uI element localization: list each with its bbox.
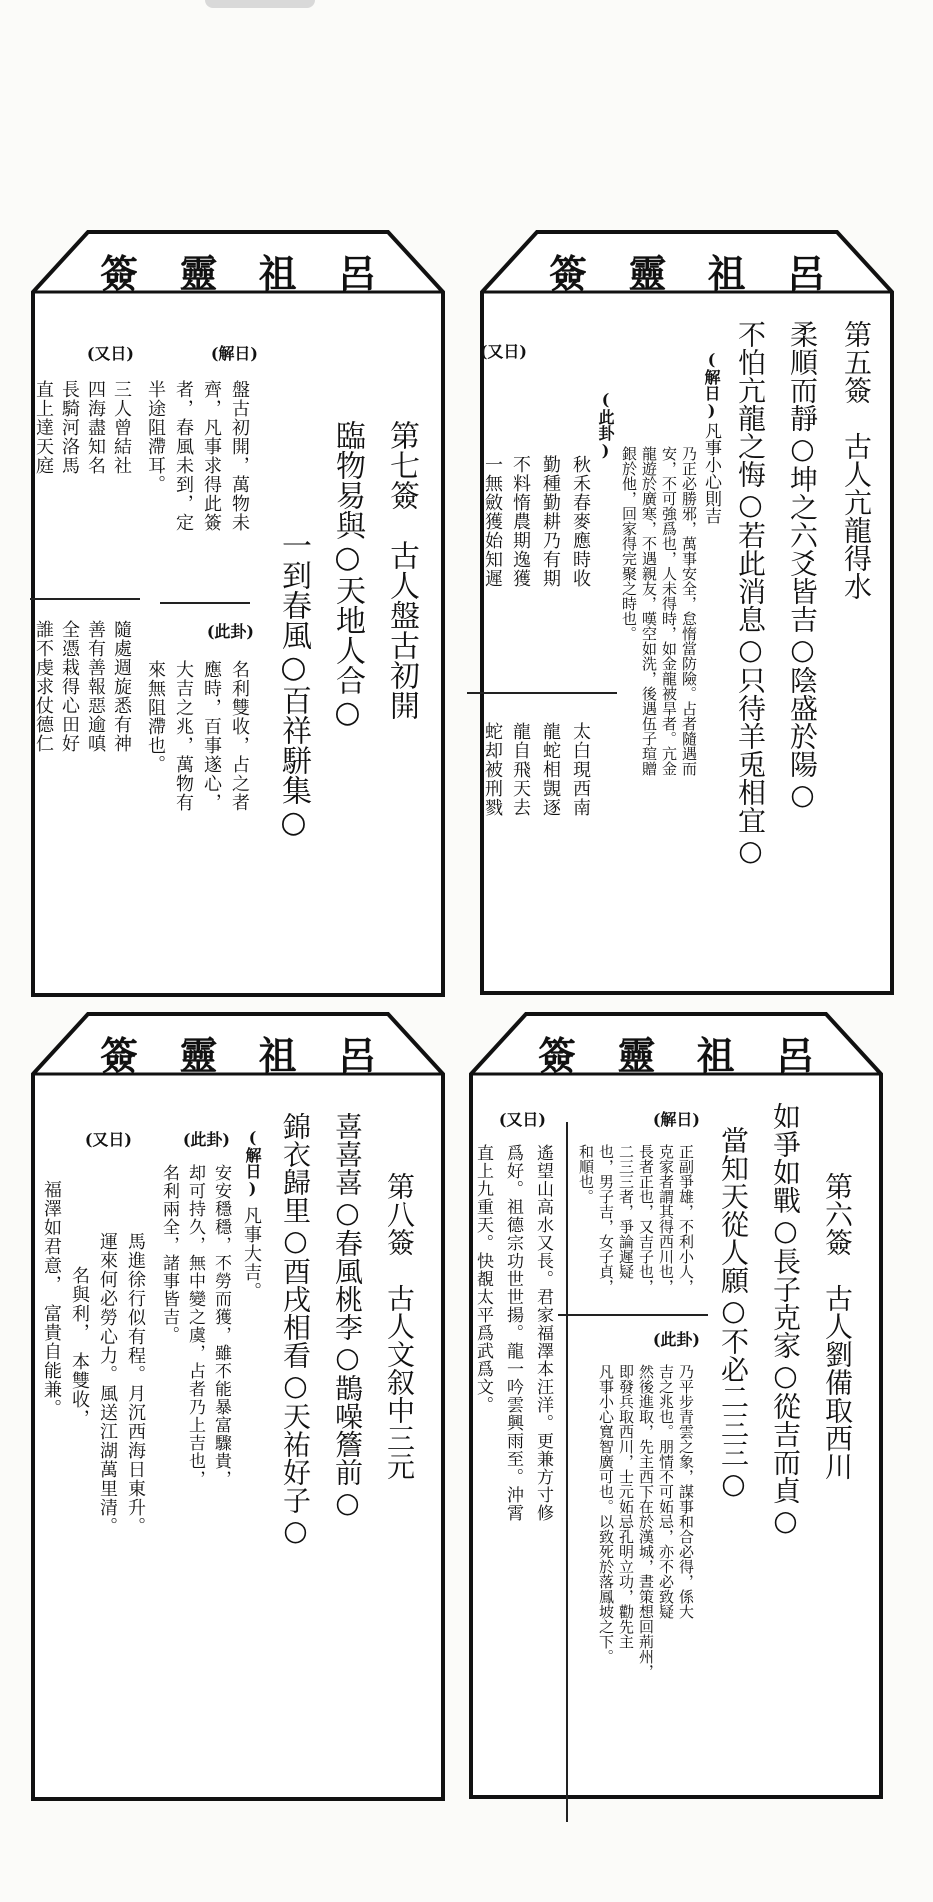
gua-line: 大吉之兆，萬物有 <box>173 660 194 812</box>
header-char: 呂 <box>775 1033 814 1078</box>
header-char: 祖 <box>258 1033 297 1078</box>
jie-line: 乃正必勝邪，萬事安全，怠惰當防險。占者隨遇而 <box>680 446 698 776</box>
gua-line: 安安穩穩，不勞而獲，雖不能暴富驟貴， <box>211 1164 231 1488</box>
header-char: 呂 <box>786 251 825 296</box>
gua-line: 然後進取，先主西下在於漢城，晝策想回荊州， <box>637 1364 655 1679</box>
you-line: 馬進徐行似有程。月沉西海日東升。 <box>125 1232 146 1536</box>
jie-line: 正副爭雄，不利小人， <box>677 1144 695 1294</box>
gua-poem-line: 一無斂獲始知遲 <box>482 455 503 588</box>
jie-line: 者，春風未到，定 <box>173 380 194 532</box>
you-poem-line: 四海盡知名 <box>85 380 106 475</box>
gua-line: 乃平步青雲之象，謀事和合必得，係大 <box>677 1364 695 1619</box>
label-you: (又日) <box>86 344 134 363</box>
header-char: 祖 <box>258 251 297 296</box>
you-line: 名與利， 本雙收， <box>69 1266 90 1428</box>
label-jie: (解日) <box>702 350 721 420</box>
header-char: 靈 <box>179 1033 218 1078</box>
jie-line: 克家者謂其得西川也， <box>657 1144 675 1294</box>
you-poem-line: 善有善報惡逾嗔 <box>85 620 106 753</box>
jie-line: 也，男子吉，女子貞， <box>597 1144 615 1294</box>
jie-line: 和順也。 <box>577 1144 595 1204</box>
header-char: 祖 <box>707 251 746 296</box>
jie-line: 長者正也，又吉子也， <box>637 1144 655 1294</box>
gua-line: 吉之兆也。朋情不可妬忌，亦不必致疑 <box>657 1364 675 1619</box>
header-char: 呂 <box>337 1033 376 1078</box>
gua-line: 來無阻滯也。 <box>145 660 166 774</box>
you-line: 福澤如君意， 富貴自能兼。 <box>41 1180 62 1418</box>
jie-line: 安，不可強爲也，人未得時，如金龍被旱者。亢金 <box>660 446 678 776</box>
card-lot-8 <box>30 1010 446 1802</box>
you-poem-line: 隨處週旋悉有神 <box>111 620 132 753</box>
label-you: (又日) <box>84 1130 132 1149</box>
gua-line: 即發兵取西川，士元妬忌孔明立功，勸先主 <box>617 1364 635 1649</box>
header-char: 簽 <box>100 1033 139 1078</box>
you-poem-line: 誰不虔求仗德仁 <box>33 620 54 753</box>
header-char: 靈 <box>628 251 667 296</box>
card-body <box>41 1102 430 1784</box>
header-char: 靈 <box>617 1033 656 1078</box>
vertical-divider <box>566 1122 568 1822</box>
you-poem-line: 全憑栽得心田好 <box>59 620 80 753</box>
label-gua: (此卦) <box>596 390 615 460</box>
divider <box>467 692 617 694</box>
verse-line: 臨物易與○天地人合○ <box>330 420 365 730</box>
card-lot-6 <box>468 1010 884 1800</box>
card-lot-5 <box>479 228 895 996</box>
jie-first-line: 凡事小心則吉 <box>701 422 721 524</box>
label-you: (又日) <box>498 1110 546 1129</box>
label-gua: (此卦) <box>182 1130 230 1149</box>
gua-line: 凡事小心寬智廣可也。以致死於落鳳坡之下。 <box>597 1364 615 1664</box>
gua-line: 名利雙收，占之者 <box>229 660 250 812</box>
label-jie: (解日) <box>243 1128 262 1198</box>
you-poem-line: 龍自飛天去 <box>510 722 531 817</box>
verse-line: 柔順而靜○坤之六爻皆吉○陰盛於陽○ <box>786 320 819 811</box>
gua-poem-line: 勤種勤耕乃有期 <box>540 455 561 588</box>
lot-title: 第七簽 古人盤古初開 <box>384 420 419 720</box>
label-jie: (解日) <box>210 344 258 363</box>
header-char: 簽 <box>538 1033 577 1078</box>
lot-title: 第六簽 古人劉備取西川 <box>821 1172 854 1480</box>
card-header <box>538 1020 814 1084</box>
jie-line: 齊，凡事求得此簽 <box>201 380 222 532</box>
you-line: 遙望山高水又長。君家福澤本汪洋。更兼方寸修 <box>533 1144 553 1522</box>
verse-line: 一到春風○百祥駢集○ <box>276 530 311 840</box>
gua-poem-line: 秋禾春麥應時收 <box>570 455 591 588</box>
jie-line: 盤古初開，萬物未 <box>229 380 250 532</box>
lot-title: 第五簽 古人亢龍得水 <box>840 320 873 600</box>
verse-line: 錦衣歸里○酉戌相看○天祐好子○ <box>279 1112 312 1547</box>
you-poem-line: 蛇却被刑戮 <box>482 722 503 817</box>
verse-line: 不怕亢龍之悔○若此消息○只待羊兎相宜○ <box>734 320 767 867</box>
header-char: 祖 <box>696 1033 735 1078</box>
card-body <box>479 320 879 978</box>
jie-line: 二三三者，爭論遲疑 <box>617 1144 635 1279</box>
header-char: 呂 <box>337 251 376 296</box>
header-char: 靈 <box>179 251 218 296</box>
gua-poem-line: 不料惰農期逸獲 <box>510 455 531 588</box>
gua-line: 却可持久，無中變之虞，占者乃上吉也， <box>185 1164 205 1488</box>
verse-line: 如爭如戰○長子克家○從吉而貞○ <box>769 1102 802 1537</box>
card-header <box>100 238 376 302</box>
you-poem-line: 直上達天庭 <box>33 380 54 475</box>
divider <box>30 598 140 600</box>
label-gua: (此卦) <box>652 1330 700 1349</box>
card-lot-7 <box>30 228 446 998</box>
gua-line: 應時，百事遂心， <box>201 660 222 812</box>
divider <box>558 1314 708 1316</box>
verse-line: 喜喜喜○春風桃李○鵲噪簷前○ <box>331 1112 364 1519</box>
header-char: 簽 <box>549 251 588 296</box>
jie-line: 半途阻滯耳。 <box>145 380 166 494</box>
you-line: 直上九重天。快覩太平爲武爲文。 <box>473 1144 493 1414</box>
label-jie: (解日) <box>652 1110 700 1129</box>
you-line: 爲好。祖德宗功世世揚。龍一吟雲興雨至。沖霄 <box>503 1144 523 1522</box>
header-char: 簽 <box>100 251 139 296</box>
jie-line: 凡事大吉。 <box>241 1206 262 1301</box>
ink-smudge <box>205 0 315 8</box>
card-body <box>33 320 430 980</box>
lot-title: 第八簽 古人文叙中三元 <box>383 1172 416 1480</box>
jie-line: 龍遊於廣寒，不遇親友，嘆空如洗，後遇伍子瑄贈 <box>640 446 658 776</box>
label-gua: (此卦) <box>206 622 254 641</box>
you-poem-line: 太白現西南 <box>570 722 591 817</box>
card-header <box>100 1020 376 1084</box>
you-poem-line: 龍蛇相覬逐 <box>540 722 561 817</box>
label-you: (又日) <box>479 342 527 361</box>
you-poem-line: 三人曾結社 <box>111 380 132 475</box>
you-line: 運來何必勞心力。風送江湖萬里清。 <box>97 1232 118 1536</box>
card-header <box>549 238 825 302</box>
card-body <box>473 1102 868 1782</box>
gua-line: 名利兩全，諸事皆吉。 <box>159 1164 179 1344</box>
jie-line: 銀於他，回家得完聚之時也。 <box>620 446 638 641</box>
divider <box>160 602 250 604</box>
you-poem-line: 長騎河洛馬 <box>59 380 80 475</box>
verse-line: 當知天從人願○不必二三三○ <box>717 1126 750 1500</box>
